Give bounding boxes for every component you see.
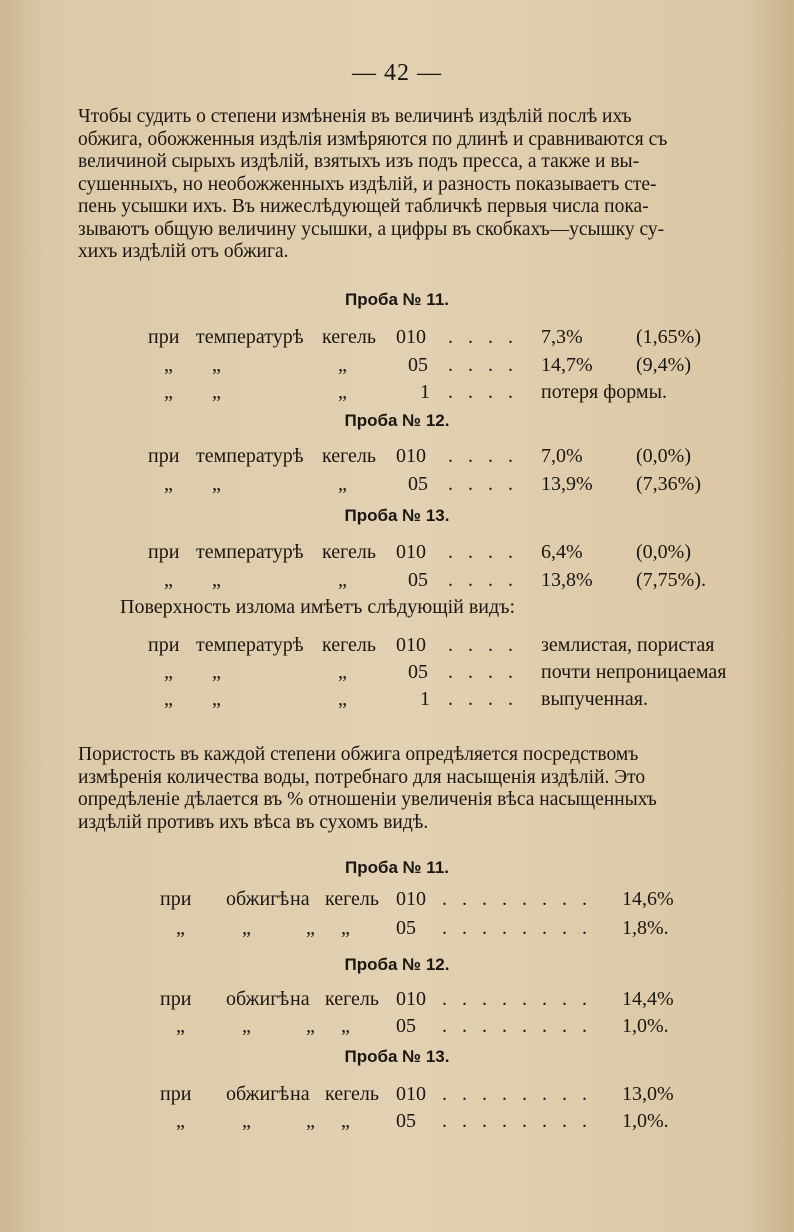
- shrinkage-row-b: температурѣ: [196, 445, 304, 467]
- porosity-row-d: кегель: [325, 988, 380, 1010]
- porosity-row-b: „: [242, 1015, 251, 1037]
- shrinkage-row-a: при: [148, 541, 180, 563]
- porosity-row-v: 14,4%: [622, 988, 674, 1010]
- porosity-row-c: „: [306, 1015, 315, 1037]
- shrinkage-row-c: „: [338, 569, 347, 591]
- surface-row-a: при: [148, 634, 180, 656]
- shrinkage-row-p: (0,0%): [636, 445, 691, 467]
- shrinkage-row-dots: . . . .: [448, 326, 518, 348]
- paragraph-line: опредѣленіе дѣлается въ % отношеніи увеличенія вѣса насыщенныхъ: [78, 789, 657, 810]
- sample-heading: Проба № 12.: [344, 955, 450, 974]
- paragraph-line: измѣренія количества воды, потребнаго для насыщенія издѣлій. Это: [78, 766, 646, 788]
- shrinkage-row-p: (1,65%): [636, 326, 701, 348]
- page-number: — 42 —: [352, 60, 442, 86]
- porosity-row-v: 14,6%: [622, 888, 674, 910]
- shrinkage-row-d: 1: [420, 381, 430, 403]
- shrinkage-row-a: при: [148, 326, 180, 348]
- shrinkage-row-c: кегель: [322, 445, 377, 467]
- surface-row-v: почти непроницаемая: [541, 661, 727, 683]
- porosity-row-v: 1,0%.: [622, 1110, 669, 1132]
- shrinkage-row-d: 05: [408, 569, 428, 591]
- surface-row-v: выпученная.: [541, 688, 649, 710]
- shrinkage-row-b: „: [212, 381, 221, 403]
- paragraph-line: зываютъ общую величину усышки, а цифры въ скобкахъ—усышку су-: [78, 218, 665, 240]
- paragraph-line: пень усышки ихъ. Въ нижеслѣдующей табличкѣ первыя числа пока-: [78, 196, 649, 217]
- sample-heading: Проба № 11.: [344, 858, 450, 877]
- porosity-row-e: 05: [396, 1015, 416, 1037]
- porosity-row-dots: . . . . . . . .: [442, 988, 592, 1010]
- shrinkage-row-d: 010: [396, 326, 426, 348]
- porosity-row-dots: . . . . . . . .: [442, 888, 592, 910]
- paragraph-line: обжига, обожженныя издѣлія измѣряются по длинѣ и сравниваются съ: [78, 128, 668, 150]
- porosity-row-a: „: [176, 917, 185, 939]
- shrinkage-row-v: 6,4%: [541, 541, 583, 563]
- shrinkage-row-d: 010: [396, 541, 426, 563]
- shrinkage-row-dots: . . . .: [448, 569, 518, 591]
- porosity-row-a: при: [160, 888, 192, 910]
- porosity-row-c: на: [290, 1083, 310, 1105]
- paragraph-line: Пористость въ каждой степени обжига опредѣляется посредствомъ: [78, 744, 639, 765]
- porosity-row-a: при: [160, 988, 192, 1010]
- sample-heading: Проба № 11.: [344, 290, 450, 309]
- shrinkage-row-v: 7,3%: [541, 326, 583, 348]
- shrinkage-row-p: (7,36%): [636, 473, 701, 495]
- shrinkage-row-d: 05: [408, 354, 428, 376]
- porosity-row-d: „: [341, 1015, 350, 1037]
- shrinkage-row-dots: . . . .: [448, 445, 518, 467]
- shrinkage-row-v: 13,9%: [541, 473, 593, 495]
- porosity-row-dots: . . . . . . . .: [442, 1110, 592, 1132]
- shrinkage-row-v: 13,8%: [541, 569, 593, 591]
- porosity-row-d: кегель: [325, 888, 380, 910]
- porosity-row-c: на: [290, 988, 310, 1010]
- porosity-row-e: 010: [396, 888, 426, 910]
- surface-row-b: „: [212, 688, 221, 710]
- porosity-row-dots: . . . . . . . .: [442, 1015, 592, 1037]
- surface-row-v: землистая, пористая: [541, 634, 715, 656]
- surface-row-dots: . . . .: [448, 661, 518, 683]
- shrinkage-row-b: температурѣ: [196, 541, 304, 563]
- porosity-row-b: обжигѣ: [226, 1083, 290, 1105]
- shrinkage-row-a: при: [148, 445, 180, 467]
- shrinkage-row-b: „: [212, 569, 221, 591]
- shrinkage-row-a: „: [164, 354, 173, 376]
- porosity-row-b: обжигѣ: [226, 888, 290, 910]
- surface-row-b: „: [212, 661, 221, 683]
- porosity-row-v: 13,0%: [622, 1083, 674, 1105]
- surface-row-dots: . . . .: [448, 688, 518, 710]
- porosity-row-e: 05: [396, 917, 416, 939]
- shrinkage-row-d: 010: [396, 445, 426, 467]
- paragraph-line: сушенныхъ, но необожженныхъ издѣлій, и разность показываетъ сте-: [78, 173, 657, 195]
- porosity-paragraph: [78, 744, 776, 834]
- surface-row-d: 1: [420, 688, 430, 710]
- porosity-row-a: при: [160, 1083, 192, 1105]
- porosity-row-v: 1,0%.: [622, 1015, 669, 1037]
- shrinkage-row-c: кегель: [322, 541, 377, 563]
- porosity-row-e: 010: [396, 988, 426, 1010]
- porosity-row-dots: . . . . . . . .: [442, 1083, 592, 1105]
- shrinkage-row-dots: . . . .: [448, 541, 518, 563]
- shrinkage-row-c: кегель: [322, 326, 377, 348]
- surface-row-c: „: [338, 688, 347, 710]
- shrinkage-row-c: „: [338, 473, 347, 495]
- paragraph-line: величиной сырыхъ издѣлій, взятыхъ изъ подъ пресса, а также и вы-: [78, 151, 640, 172]
- porosity-row-d: „: [341, 1110, 350, 1132]
- shrinkage-row-d: 05: [408, 473, 428, 495]
- porosity-row-a: „: [176, 1110, 185, 1132]
- porosity-row-d: кегель: [325, 1083, 380, 1105]
- porosity-row-c: на: [290, 888, 310, 910]
- shrinkage-row-a: „: [164, 473, 173, 495]
- surface-row-a: „: [164, 661, 173, 683]
- porosity-row-a: „: [176, 1015, 185, 1037]
- porosity-row-v: 1,8%.: [622, 917, 669, 939]
- surface-intro: Поверхность излома имѣетъ слѣдующій видъ:: [120, 596, 516, 618]
- shrinkage-row-dots: . . . .: [448, 354, 518, 376]
- porosity-row-b: „: [242, 1110, 251, 1132]
- shrinkage-row-a: „: [164, 381, 173, 403]
- surface-row-c: „: [338, 661, 347, 683]
- shrinkage-row-b: температурѣ: [196, 326, 304, 348]
- shrinkage-row-p: (9,4%): [636, 354, 691, 376]
- porosity-row-c: „: [306, 917, 315, 939]
- surface-row-d: 010: [396, 634, 426, 656]
- porosity-row-e: 05: [396, 1110, 416, 1132]
- porosity-row-e: 010: [396, 1083, 426, 1105]
- shrinkage-row-p: (0,0%): [636, 541, 691, 563]
- surface-row-b: температурѣ: [196, 634, 304, 656]
- intro-paragraph: [78, 106, 768, 264]
- porosity-row-c: „: [306, 1110, 315, 1132]
- paragraph-line: хихъ издѣлій отъ обжига.: [78, 241, 289, 262]
- paragraph-line: Чтобы судить о степени измѣненія въ величинѣ издѣлій послѣ ихъ: [78, 106, 632, 127]
- sample-heading: Проба № 13.: [344, 506, 450, 525]
- shrinkage-row-b: „: [212, 354, 221, 376]
- shrinkage-row-b: „: [212, 473, 221, 495]
- paragraph-line: издѣлій противъ ихъ вѣса въ сухомъ видѣ.: [78, 811, 429, 833]
- surface-row-d: 05: [408, 661, 428, 683]
- shrinkage-row-a: „: [164, 569, 173, 591]
- shrinkage-row-dots: . . . .: [448, 473, 518, 495]
- shrinkage-row-p: (7,75%).: [636, 569, 706, 591]
- porosity-row-dots: . . . . . . . .: [442, 917, 592, 939]
- shrinkage-row-v: 14,7%: [541, 354, 593, 376]
- sample-heading: Проба № 12.: [344, 411, 450, 430]
- shrinkage-row-v: 7,0%: [541, 445, 583, 467]
- porosity-row-b: „: [242, 917, 251, 939]
- surface-row-dots: . . . .: [448, 634, 518, 656]
- shrinkage-row-dots: . . . .: [448, 381, 518, 403]
- shrinkage-row-c: „: [338, 354, 347, 376]
- surface-row-a: „: [164, 688, 173, 710]
- porosity-row-b: обжигѣ: [226, 988, 290, 1010]
- surface-row-c: кегель: [322, 634, 377, 656]
- shrinkage-row-c: „: [338, 381, 347, 403]
- shrinkage-row-v: потеря формы.: [541, 381, 668, 403]
- porosity-row-d: „: [341, 917, 350, 939]
- sample-heading: Проба № 13.: [344, 1047, 450, 1066]
